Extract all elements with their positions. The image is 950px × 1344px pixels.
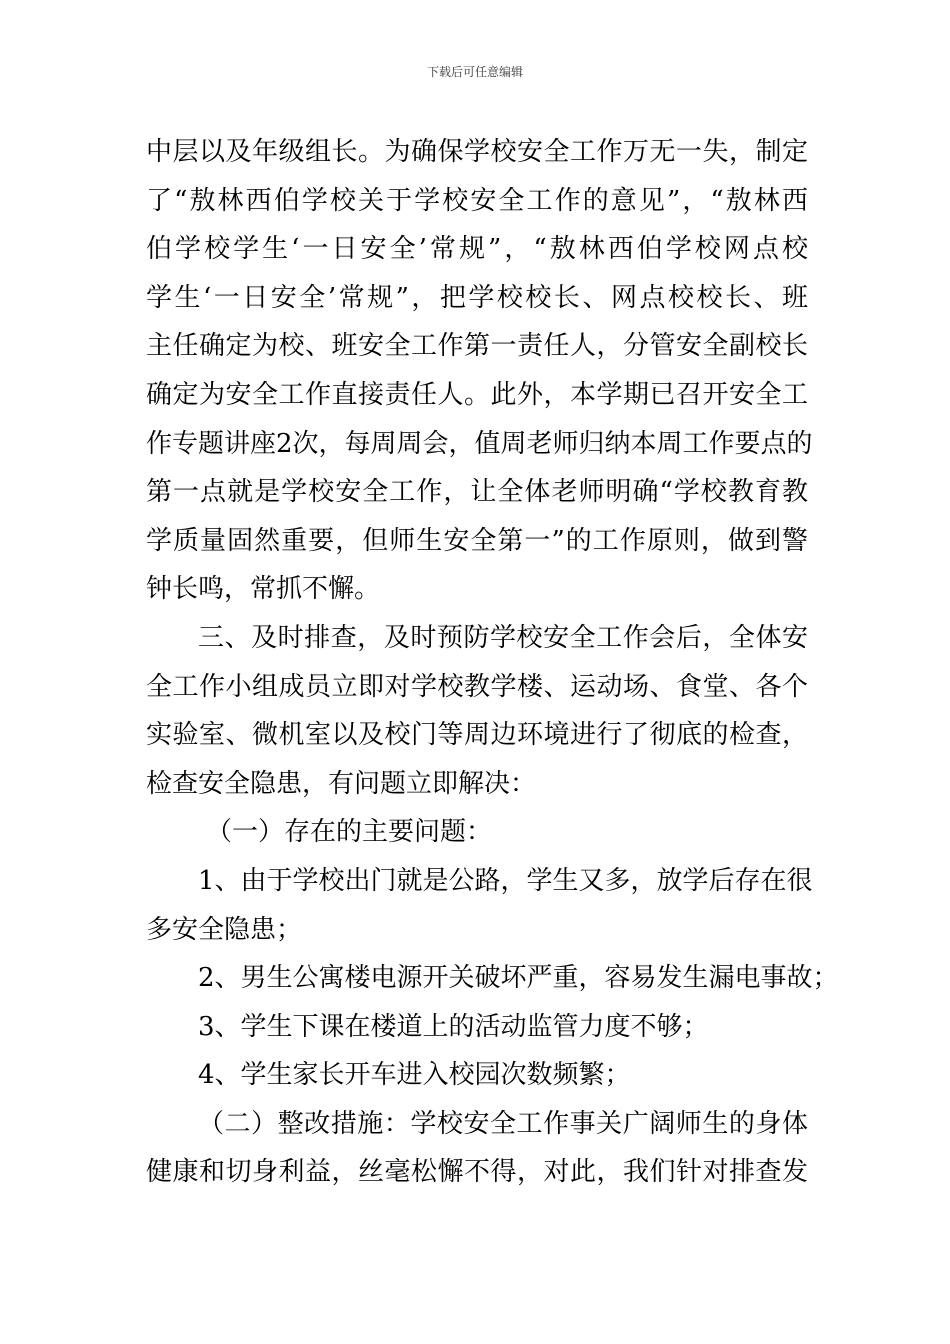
text-line: 钟长鸣，常抓不懈。 xyxy=(146,574,381,605)
section-heading: （二）整改措施：学校安全工作事关广阔师生的身体 xyxy=(198,1108,808,1139)
text-line: 多安全隐患； xyxy=(146,914,303,945)
text-line: 实验室、微机室以及校门等周边环境进行了彻底的检查， xyxy=(146,720,808,751)
text-line: 第一点就是学校安全工作，让全体老师明确“学校教育教 xyxy=(146,477,808,508)
list-item: 2、男生公寓楼电源开关破坏严重，容易发生漏电事故； xyxy=(198,963,839,994)
text-line: 了“敖林西伯学校关于学校安全工作的意见”，“敖林西 xyxy=(146,185,808,216)
text-line: 三、及时排查，及时预防学校安全工作会后，全体安 xyxy=(198,622,808,653)
text-line: 学生‘一日安全’常规”，把学校校长、网点校校长、班 xyxy=(146,282,808,313)
list-item: 3、学生下课在楼道上的活动监管力度不够； xyxy=(198,1011,709,1042)
list-item: 1、由于学校出门就是公路，学生又多，放学后存在很 xyxy=(198,865,813,896)
text-line: 学质量固然重要，但师生安全第一”的工作原则，做到警 xyxy=(146,525,808,556)
document-body xyxy=(146,128,839,1197)
text-line: 作专题讲座2次，每周周会，值周老师归纳本周工作要点的 xyxy=(146,428,813,459)
text-line: 确定为安全工作直接责任人。此外，本学期已召开安全工 xyxy=(146,379,808,410)
list-item: 4、学生家长开车进入校园次数频繁； xyxy=(198,1060,631,1091)
text-line: 伯学校学生‘一日安全’常规”，“敖林西伯学校网点校 xyxy=(146,234,808,265)
page-header: 下载后可任意编辑 xyxy=(426,65,523,79)
text-line: 健康和切身利益，丝毫松懈不得，对此，我们针对排查发 xyxy=(146,1157,808,1188)
section-heading: （一）存在的主要问题： xyxy=(206,817,493,848)
text-line: 中层以及年级组长。为确保学校安全工作万无一失，制定 xyxy=(146,137,808,167)
text-line: 检查安全隐患，有问题立即解决： xyxy=(146,768,537,799)
text-line: 全工作小组成员立即对学校教学楼、运动场、食堂、各个 xyxy=(146,671,808,702)
text-line: 主任确定为校、班安全工作第一责任人，分管安全副校长 xyxy=(146,331,808,362)
